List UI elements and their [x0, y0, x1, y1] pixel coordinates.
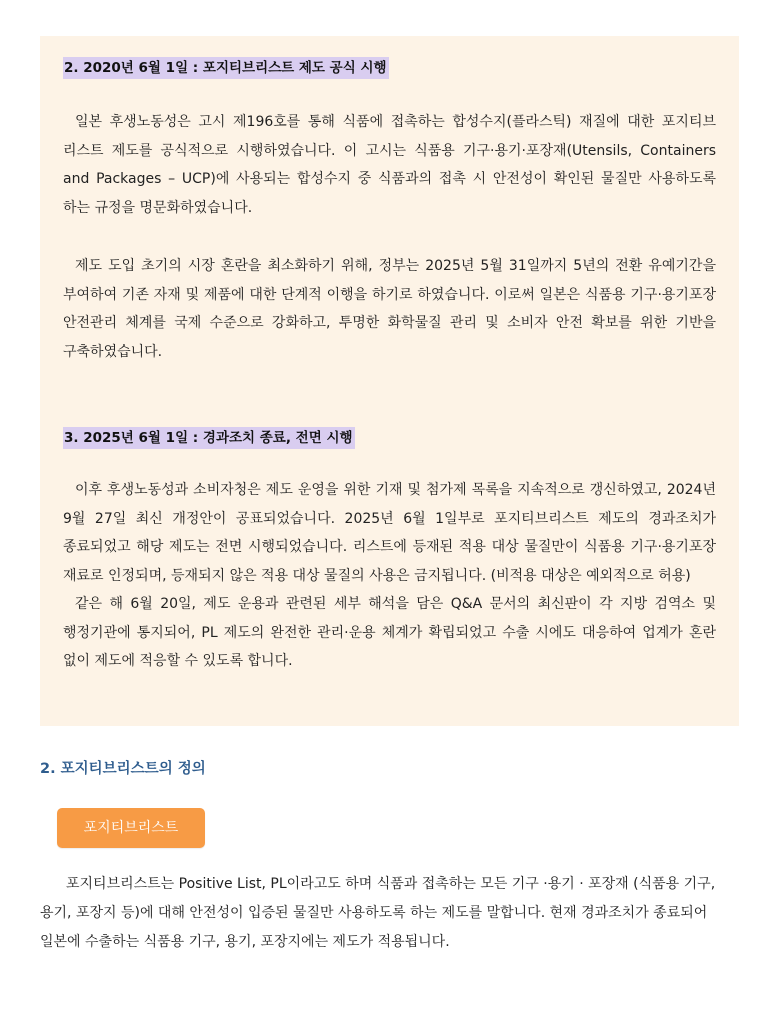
section-2020-paragraph-2: 제도 도입 초기의 시장 혼란을 최소화하기 위해, 정부는 2025년 5월 31일까지 5년의 전환 유예기간을 부여하여 기존 자재 및 제품에 대한 단계적 이행을 하기로 하였습니다. 이로써 일본은 식품용 기구·용기포장 안전관리 체계를 국제 수준으로 강화하고, 투명한 화학물질 관리 및 소비자 안전 확보를 위한 기반을 구축하였습니다.: [63, 258, 716, 360]
section-2025-heading: 3. 2025년 6월 1일 : 경과조치 종료, 전면 시행: [63, 427, 355, 449]
section-2025-paragraph-2: 같은 해 6월 20일, 제도 운용과 관련된 세부 해석을 담은 Q&A 문서의 최신판이 각 지방 검역소 및 행정기관에 통지되어, PL 제도의 완전한 관리·운용 체계가 확립되었고 수출 시에도 대응하여 업계가 혼란 없이 제도에 적응할 수 있도록 합니다.: [63, 596, 716, 669]
section-2020: [63, 57, 716, 79]
section-2025-body: [63, 476, 716, 676]
positive-list-badge[interactable]: 포지티브리스트: [57, 808, 205, 848]
section-2020-body: [63, 108, 716, 222]
definition-text: 포지티브리스트는 Positive List, PL이라고도 하며 식품과 접촉하는 모든 기구 ·용기 · 포장재 (식품용 기구, 용기, 포장지 등)에 대해 안전성이 입증된 물질만 사용하도록 하는 제도를 말합니다. 현재 경과조치가 종료되어 일본에 수출하는 식품용 기구, 용기, 포장지에는 제도가 적용됩니다.: [40, 876, 716, 950]
definition-paragraph: [40, 870, 740, 957]
section-2020-body-2: [63, 252, 716, 366]
section-2025: [63, 427, 716, 449]
timeline-box: [40, 36, 739, 726]
section-2020-paragraph-1: 일본 후생노동성은 고시 제196호를 통해 식품에 접촉하는 합성수지(플라스틱) 재질에 대한 포지티브 리스트 제도를 공식적으로 시행하였습니다. 이 고시는 식품용 기구·용기·포장재(Utensils, Containers and Packages – UCP)에 사용되는 합성수지 중 식품과의 접촉 시 안전성이 확인된 물질만 사용하도록 하는 규정을 명문화하였습니다.: [63, 114, 716, 216]
section-2025-paragraph-1: 이후 후생노동성과 소비자청은 제도 운영을 위한 기재 및 첨가제 목록을 지속적으로 갱신하였고, 2024년 9월 27일 최신 개정안이 공표되었습니다. 2025년 6월 1일부로 포지티브리스트 제도의 경과조치가 종료되었고 해당 제도는 전면 시행되었습니다. 리스트에 등재된 적용 대상 물질만이 식품용 기구·용기포장 재료로 인정되며, 등재되지 않은 적용 대상 물질의 사용은 금지됩니다. (비적용 대상은 예외적으로 허용): [63, 482, 716, 584]
section-2020-heading: 2. 2020년 6월 1일 : 포지티브리스트 제도 공식 시행: [63, 57, 389, 79]
definition-heading: 2. 포지티브리스트의 정의: [40, 761, 206, 777]
